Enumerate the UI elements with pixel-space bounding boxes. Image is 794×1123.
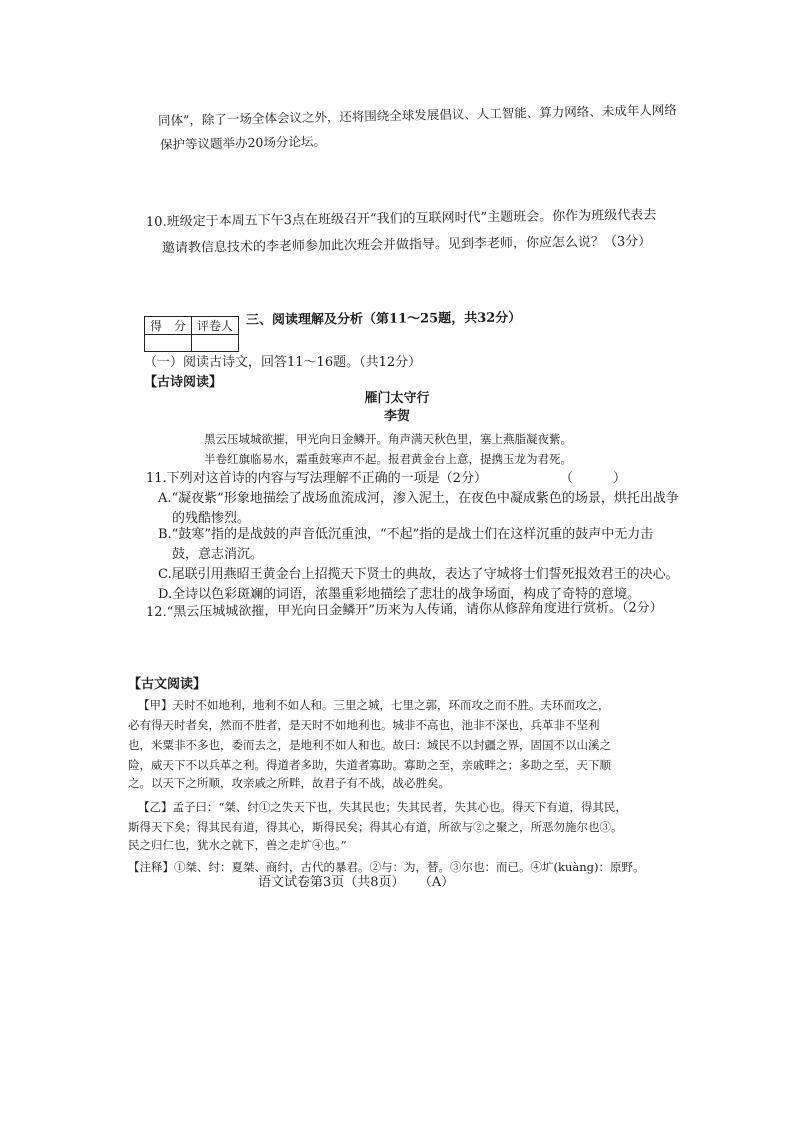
top-text-line-1: 同体”，除了一场全体会议之外，还将围绕全球发展倡议、人工智能、算力网络、未成年人网络 xyxy=(157,102,677,128)
footer-text: 语文试卷第3页（共8页） xyxy=(258,875,405,890)
q11-option-a-line-2: 的残酷惨烈。 xyxy=(172,511,251,526)
poem-line-2: 半卷红旗临易水，霜重鼓寒声不起。报君黄金台上意，提携玉龙为君死。 xyxy=(204,452,572,466)
poem-section-header: 【古诗阅读】 xyxy=(144,375,223,390)
jia-line-1: 【甲】天时不如地利，地利不如人和。三里之城，七里之郭，环而攻之而不胜。夫环而攻之， xyxy=(138,698,610,712)
q11-option-a-line-1: A.“凝夜紫”形象地描绘了战场血流成河，渗入泥土，在夜色中凝成紫色的场景，烘托出战争 xyxy=(158,491,679,506)
jia-line-2: 必有得天时者矣，然而不胜者，是天时不如地利也。城非不高也，池非不深也，兵革非不坚利 xyxy=(128,718,600,732)
q11-answer-paren[interactable] xyxy=(560,470,626,488)
yi-line-2: 斯得天下矣；得其民有道，得其心，斯得民矣；得其心有道，所欲与②之聚之，所恶勿施尔也③。 xyxy=(128,820,623,834)
paren-close: ） xyxy=(613,471,627,486)
annotation-note: 【注释】①桀、纣：夏桀、商纣，古代的暴君。②与：为，替。③尔也：而已。④圹(kuàng)：原野。 xyxy=(128,860,645,874)
jia-line-5: 之。以天下之所顺，攻亲戚之所畔，故君子有不战，战必胜矣。 xyxy=(128,776,450,790)
poem-line-1: 黑云压城城欲摧，甲光向日金鳞开。角声满天秋色里，塞上燕脂凝夜紫。 xyxy=(204,432,572,446)
poem-title: 雁门太守行 xyxy=(364,391,430,406)
top-text-line-2: 保护等议题举办20场分论坛。 xyxy=(159,133,327,152)
q11-option-b-line-2: 鼓，意志消沉。 xyxy=(172,547,264,562)
yi-line-3: 民之归仁也，犹水之就下，兽之走圹④也。” xyxy=(128,838,347,852)
score-header: 得 分 xyxy=(145,317,192,335)
jia-line-4: 险，威天下不以兵革之利。得道者多助，失道者寡助。寡助之至，亲戚畔之；多助之至，天下顺 xyxy=(128,758,611,772)
yi-line-1: 【乙】孟子曰：“桀、纣①之失天下也，失其民也；失其民者，失其心也。得天下有道，得其民， xyxy=(138,800,627,814)
q11-option-b-line-1: B.“鼓寒”指的是战鼓的声音低沉重浊，“不起”指的是战士们在这样沉重的鼓声中无力击 xyxy=(158,527,654,542)
q10-stem-line-2: 邀请教信息技术的李老师参加此次班会并做指导。见到李老师，你应怎么说？（3分） xyxy=(161,234,652,256)
section3-subtitle: （一）阅读古诗文，回答11～16题。（共12分） xyxy=(144,355,422,370)
section3-title: 三、阅读理解及分析（第11～25题，共32分） xyxy=(245,310,522,328)
grader-cell xyxy=(192,335,239,352)
q10-stem-line-1: 10.班级定于本周五下午3点在班级召开“我们的互联网时代”主题班会。你作为班级代表去 xyxy=(145,207,657,230)
classical-section-header: 【古文阅读】 xyxy=(128,677,207,692)
footer-version: （A） xyxy=(418,875,455,890)
score-box xyxy=(144,316,239,352)
score-cell xyxy=(145,335,192,352)
jia-line-3: 也，米粟非不多也，委而去之，是地利不如人和也。故曰：域民不以封疆之界，固国不以山溪之 xyxy=(128,738,611,752)
q11-option-c: C.尾联引用燕昭王黄金台上招揽天下贤士的典故，表达了守城将士们誓死报效君王的决心。 xyxy=(158,567,679,582)
grader-header: 评卷人 xyxy=(192,317,239,335)
q12-stem: 12.“黑云压城城欲摧，甲光向日金鳞开”历来为人传诵，请你从修辞角度进行赏析。（2分） xyxy=(145,600,663,620)
paren-open: （ xyxy=(560,471,574,486)
q11-option-d: D.全诗以色彩斑斓的词语，浓墨重彩地描绘了悲壮的战争场面，构成了奇特的意境。 xyxy=(158,587,641,602)
q11-stem: 11.下列对这首诗的内容与写法理解不正确的一项是（2分） xyxy=(146,471,487,486)
poem-author: 李贺 xyxy=(383,409,410,424)
page-footer xyxy=(258,874,454,892)
